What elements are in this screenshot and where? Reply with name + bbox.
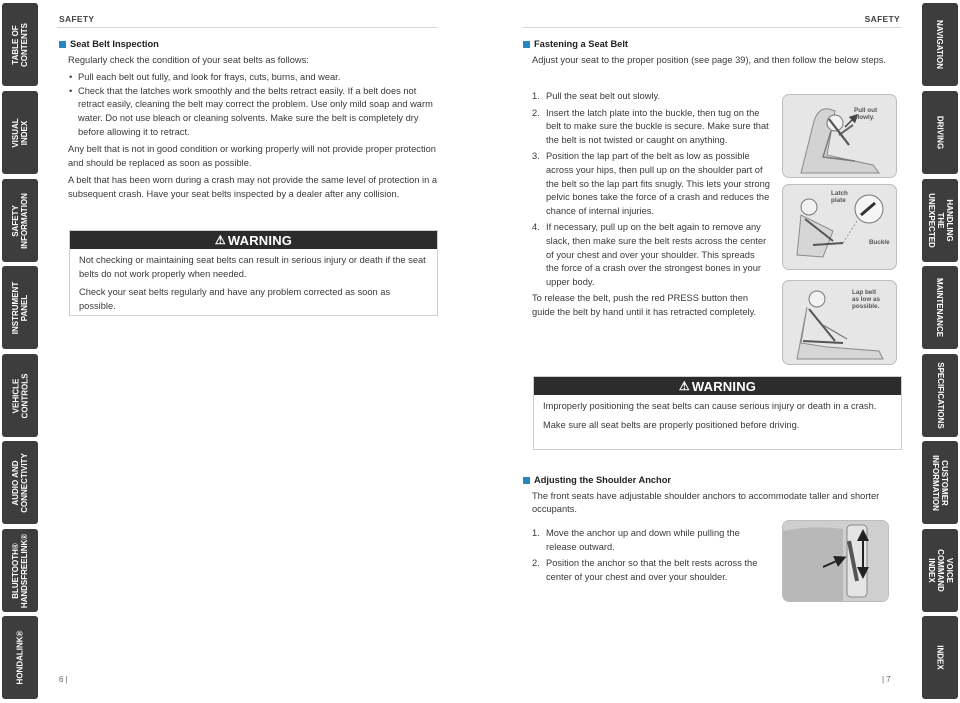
tab-customer-information[interactable] [922,441,958,524]
paragraph: A belt that has been worn during a crash may not provide the same level of protection in a subsequent crash. Have your seat belts inspected by a dealer after any collision. [68,175,437,199]
right-header-rule [523,27,901,28]
step-text: Pull the seat belt out slowly. [546,91,661,101]
tab-label: AUDIO AND CONNECTIVITY [11,452,29,513]
lap-belt-illustration [782,280,897,365]
left-page-header: SAFETY [59,14,95,24]
tab-visual-index[interactable] [2,91,38,174]
step-number: 1. [532,91,540,101]
tab-label: SPECIFICATIONS [935,362,945,429]
warning-text: Check your seat belts regularly and have any problem corrected as soon as possible. [79,287,391,311]
list-item: • Check that the latches work smoothly and the belts retract easily. If a belt does not retract easily, cleaning the belt may correct the problem. Use only mild soap and warm water. Do not use bleach or cleaning solvents. Make sure the belt is completely dry before allowing it to retract. [68,85,437,139]
tab-label: HANDLING THE UNEXPECTED [926,193,954,248]
list-item [532,557,770,584]
positioning-warning-box [533,376,902,450]
pull-out-caption: Pull out slowly. [854,107,878,121]
step-text: Insert the latch plate into the buckle, then tug on the belt to make sure the buckle is secure. Make sure that the belt is not twisted or caught on anything. [546,107,769,145]
inspection-warning-box [69,230,438,316]
tab-index[interactable] [922,616,958,699]
tab-label: TABLE OF CONTENTS [11,22,29,67]
intro-text: Regularly check the condition of your seat belts as follows: [68,54,309,65]
section-heading [523,474,901,488]
tab-label: CUSTOMER INFORMATION [931,454,949,511]
warning-text: Make sure all seat belts are properly positioned before driving. [543,419,800,430]
step-number: 1. [532,528,540,538]
step-number: 2. [532,107,540,118]
warning-label: WARNING [691,378,757,394]
left-chapter-tabs [0,0,40,703]
warning-triangle-icon: ⚠ [214,233,226,247]
warning-header [70,231,437,249]
tab-bluetooth-handsfreelink[interactable] [2,529,38,612]
shoulder-anchor-illustration [782,520,889,602]
intro-text: The front seats have adjustable shoulder anchors to accommodate taller and shorter occupants. [532,490,880,515]
tab-label: VEHICLE CONTROLS [11,373,30,418]
step-text: If necessary, pull up on the belt again to remove any slack, then make sure the belt rests across the center of your chest and over your shoulder. This spreads the force of a crash over the strongest bones in your upper body. [546,222,767,287]
list-item [532,221,770,289]
latch-plate-caption: Latch plate [831,190,848,204]
tab-table-of-contents[interactable] [2,3,38,86]
tab-label: MAINTENANCE [935,277,945,338]
fastening-section [523,38,901,71]
pull-belt-illustration [782,94,897,178]
tab-handling-the-unexpected[interactable] [922,179,958,262]
warning-text: Improperly positioning the seat belts can cause serious injury or death in a crash. [543,401,877,411]
section-title: Fastening a Seat Belt [534,39,629,49]
step-number: 4. [532,222,540,233]
section-marker-icon [523,41,530,48]
tab-label: VISUAL INDEX [11,117,29,148]
latch-buckle-illustration [782,184,897,270]
warning-label: WARNING [227,232,293,248]
section-heading [523,38,901,52]
anchor-steps [532,527,770,587]
section-marker-icon [523,477,530,484]
tab-vehicle-controls[interactable] [2,354,38,437]
right-page-number: | 7 [882,675,891,684]
fastening-steps [532,90,770,320]
tab-label: INSTRUMENT PANEL [11,281,30,334]
section-heading [59,38,437,52]
step-number: 2. [532,558,540,569]
tab-label: NAVIGATION [935,19,945,70]
right-chapter-tabs [920,0,960,703]
left-page-number: 6 | [59,675,68,684]
section-title: Seat Belt Inspection [70,39,159,49]
tab-label: SAFETY INFORMATION [11,192,29,249]
step-number: 3. [532,151,540,162]
shoulder-anchor-section [523,474,901,521]
tab-label: HONDALINK® [15,630,25,685]
intro-text: Adjust your seat to the proper position (see page 39), and then follow the below steps. [532,54,887,65]
tab-maintenance[interactable] [922,266,958,349]
tab-safety-information[interactable] [2,179,38,262]
warning-header [534,377,901,395]
tab-label: VOICE COMMAND INDEX [926,549,954,592]
paragraph: Any belt that is not in good condition or working properly will not provide proper protection and should be replaced as soon as possible. [68,144,436,168]
shoulder-anchor-image [783,521,888,601]
buckle-caption: Buckle [869,239,890,246]
lap-belt-caption: Lap belt as low as possible. [852,289,881,310]
tab-instrument-panel[interactable] [2,266,38,349]
section-title: Adjusting the Shoulder Anchor [534,475,672,485]
list-item [532,150,770,218]
seat-belt-pull-image [783,95,896,177]
list-item [532,527,770,554]
warning-triangle-icon: ⚠ [678,379,690,393]
tab-driving[interactable] [922,91,958,174]
tab-hondalink[interactable] [2,616,38,699]
tab-specifications[interactable] [922,354,958,437]
tab-label: DRIVING [935,115,945,150]
list-item: • Pull each belt out fully, and look for frays, cuts, burns, and wear. [68,71,437,85]
section-marker-icon [59,41,66,48]
warning-text: Not checking or maintaining seat belts can result in serious injury or death if the seat belts do not work properly when needed. [79,255,426,279]
tab-audio-connectivity[interactable] [2,441,38,524]
step-text: Position the lap part of the belt as low as possible across your hips, then pull up on the shoulder part of the belt so the lap part fits snugly. This lets your strong pelvic bones take the force of a crash and reduces the chance of internal injuries. [546,151,770,216]
right-page-header: SAFETY [864,14,900,24]
list-item [532,90,770,104]
tab-label: BLUETOOTH® HANDSFREELINK® [11,533,29,608]
step-text: Move the anchor up and down while pulling the release outward. [546,528,740,552]
tab-label: INDEX [935,645,945,670]
release-instructions: To release the belt, push the red PRESS button then guide the belt by hand until it has retracted completely. [532,293,757,317]
tab-voice-command-index[interactable] [922,529,958,612]
tab-navigation[interactable] [922,3,958,86]
left-header-rule [57,27,437,28]
seat-belt-inspection-section [59,38,437,206]
list-item [532,107,770,148]
inspection-bullet-list [68,71,437,139]
step-text: Position the anchor so that the belt rests across the center of your chest and over your shoulder. [546,558,758,582]
